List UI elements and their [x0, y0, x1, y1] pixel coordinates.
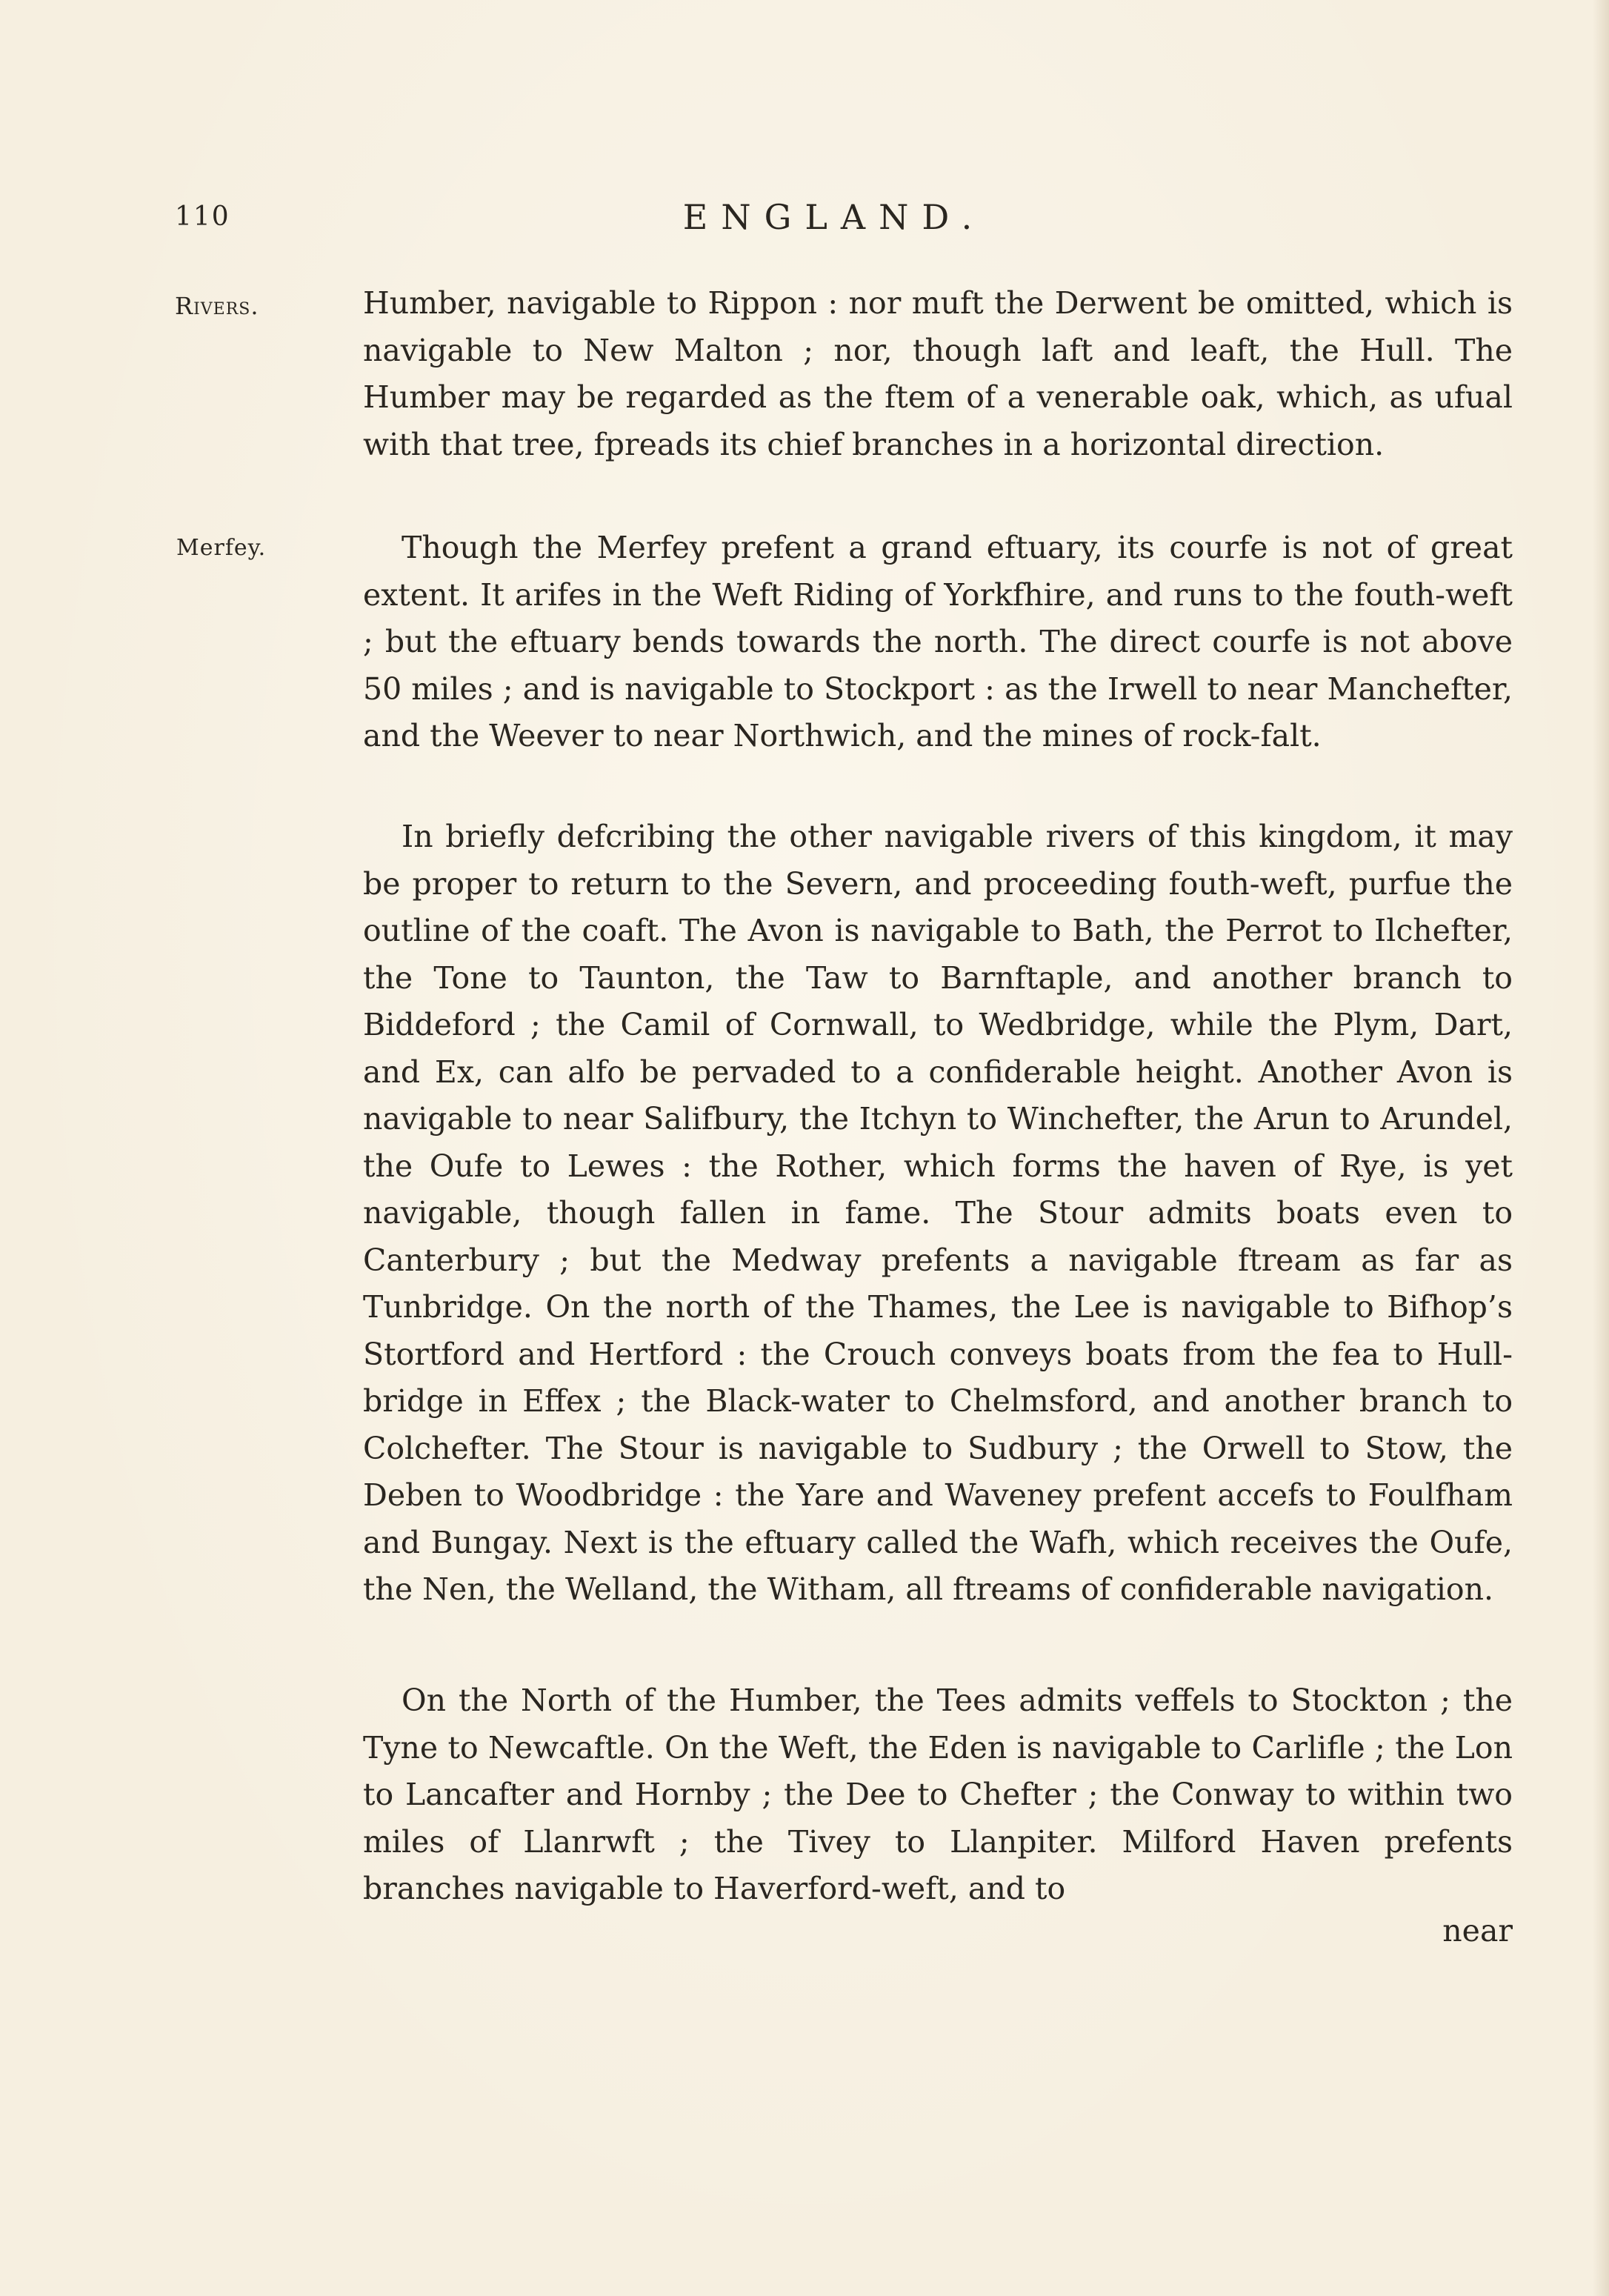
margin-note-mersey: Merfey.	[176, 535, 267, 561]
paragraph-1	[363, 280, 1513, 468]
paragraph-3	[363, 813, 1513, 1614]
catchword: near	[1442, 1913, 1513, 1949]
page-edge-shadow	[1593, 0, 1609, 2296]
paragraph-4	[363, 1677, 1513, 1913]
running-title: ENGLAND.	[682, 197, 986, 237]
paragraph-2	[363, 525, 1513, 760]
paragraph-text: On the North of the Humber, the Tees admits veffels to Stockton ; the Tyne to Newcaftle. On the Weft, the Eden is navigable to Carlifle ; the Lon to Lancafter and Hornby ; the Dee to Chefter ; the Conway to within two miles of Llanrwft ; the Tivey to Llanpiter. Milford Haven prefents branches navigable to Haverford-weft, and to	[363, 1683, 1513, 1906]
paragraph-text: Humber, navigable to Rippon : nor muft the Derwent be omitted, which is navigable to New Malton ; nor, though laft and leaft, the Hull. The Humber may be regarded as the ftem of a venerable oak, which, as ufual with that tree, fpreads its chief branches in a horizontal direction.	[363, 285, 1513, 462]
paragraph-text: In briefly defcribing the other navigable rivers of this kingdom, it may be proper to return to the Severn, and proceeding fouth-weft, purfue the outline of the coaft. The Avon is navigable to Bath, the Perrot to Ilchefter, the Tone to Taunton, the Taw to Barnftaple, and another branch to Biddeford ; the Camil of Cornwall, to Wedbridge, while the Plym, Dart, and Ex, can alfo be pervaded to a confiderable height. Another Avon is navigable to near Salifbury, the Itchyn to Winchefter, the Arun to Arundel, the Oufe to Lewes : the Rother, which forms the haven of Rye, is yet navigable, though fallen in fame. The Stour admits boats even to Canterbury ; but the Medway prefents a navigable ftream as far as Tunbridge. On the north of the Thames, the Lee is navigable to Bifhop’s Stortford and Hertford : the Crouch conveys boats from the fea to Hull-bridge in Effex ; the Black-water to Chelmsford, and another branch to Colchefter. The Stour is navigable to Sudbury ; the Orwell to Stow, the Deben to Woodbridge : the Yare and Waveney prefent accefs to Foulfham and Bungay. Next is the eftuary called the Wafh, which receives the Oufe, the Nen, the Welland, the Witham, all ftreams of confiderable navigation.	[363, 819, 1513, 1607]
page-number: 110	[175, 202, 230, 232]
paragraph-text: Though the Merfey prefent a grand eftuary, its courfe is not of great extent. It arifes in the Weft Riding of Yorkfhire, and runs to the fouth-weft ; but the eftuary bends towards the north. The direct courfe is not above 50 miles ; and is navigable to Stockport : as the Irwell to near Manchefter, and the Weever to near Northwich, and the mines of rock-falt.	[363, 530, 1513, 753]
margin-note-rivers: Rivers.	[175, 292, 259, 320]
